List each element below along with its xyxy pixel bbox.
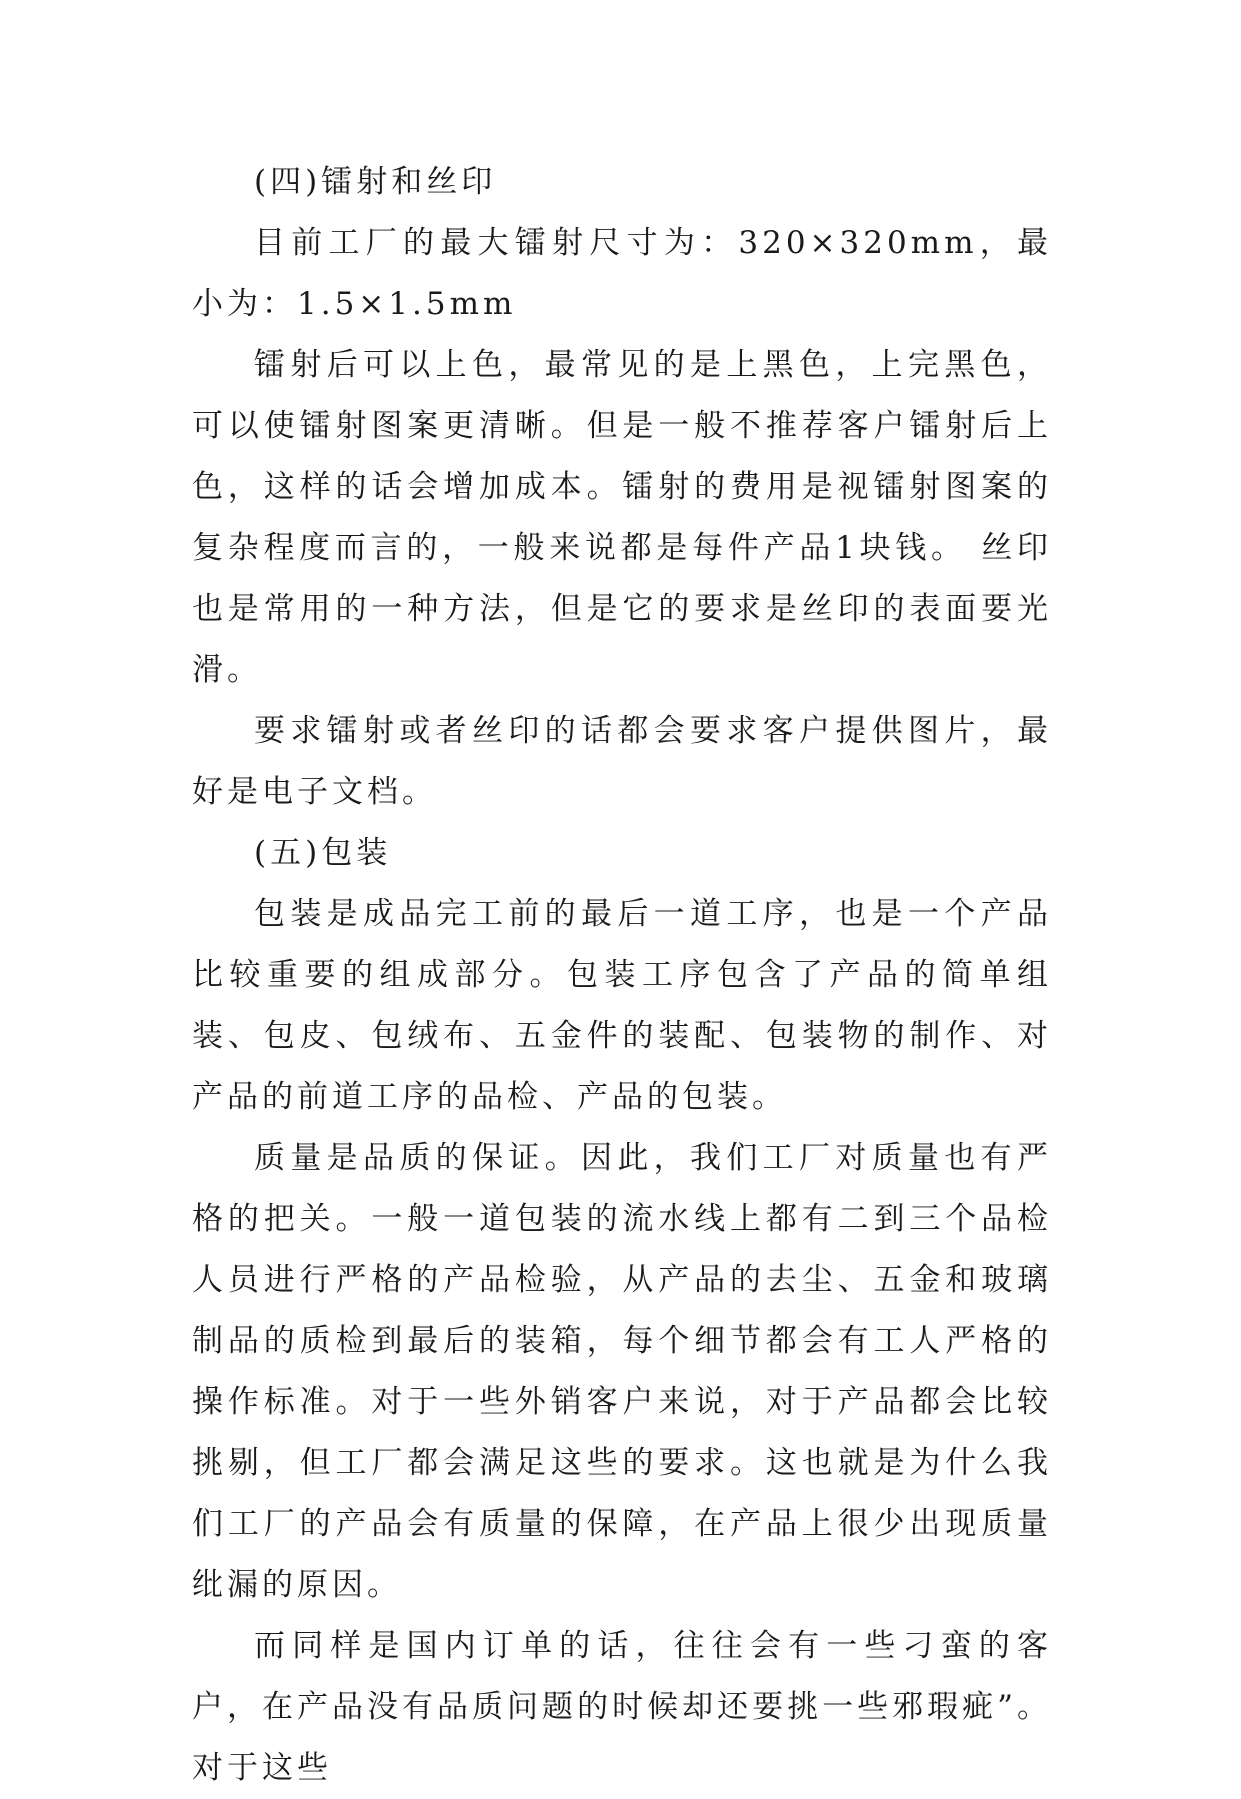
paragraph-packaging-process: 包装是成品完工前的最后一道工序，也是一个产品比较重要的组成部分。包装工序包含了产品的简单组装、包皮、包绒布、五金件的装配、包装物的制作、对产品的前道工序的品检、产品的包装。 (192, 896, 1052, 1115)
paragraph-laser-size: 目前工厂的最大镭射尺寸为：320×320mm，最小为：1.5×1.5mm (192, 225, 1052, 322)
paragraph-laser-coloring: 镭射后可以上色，最常见的是上黑色，上完黑色，可以使镭射图案更清晰。但是一般不推荐客户镭射后上色，这样的话会增加成本。镭射的费用是视镭射图案的复杂程度而言的，一般来说都是每件产品1块钱。 丝印也是常用的一种方法，但是它的要求是丝印的表面要光滑。 (192, 347, 1052, 688)
paragraph-quality: 质量是品质的保证。因此，我们工厂对质量也有严格的把关。一般一道包装的流水线上都有二到三个品检人员进行严格的产品检验，从产品的去尘、五金和玻璃制品的质检到最后的装箱，每个细节都会有工人严格的操作标准。对于一些外销客户来说，对于产品都会比较挑剔，但工厂都会满足这些的要求。这也就是为什么我们工厂的产品会有质量的保障，在产品上很少出现质量纰漏的原因。 (192, 1140, 1052, 1603)
paragraph-image-requirement: 要求镭射或者丝印的话都会要求客户提供图片，最好是电子文档。 (192, 713, 1052, 810)
paragraph-domestic-orders: 而同样是国内订单的话，往往会有一些刁蛮的客户，在产品没有品质问题的时候却还要挑一些邪瑕疵”。对于这些 (192, 1628, 1052, 1786)
section-heading-packaging: (五)包装 (254, 835, 392, 871)
document-body (192, 152, 1052, 1799)
section-heading-laser-silkscreen: (四)镭射和丝印 (254, 164, 497, 200)
